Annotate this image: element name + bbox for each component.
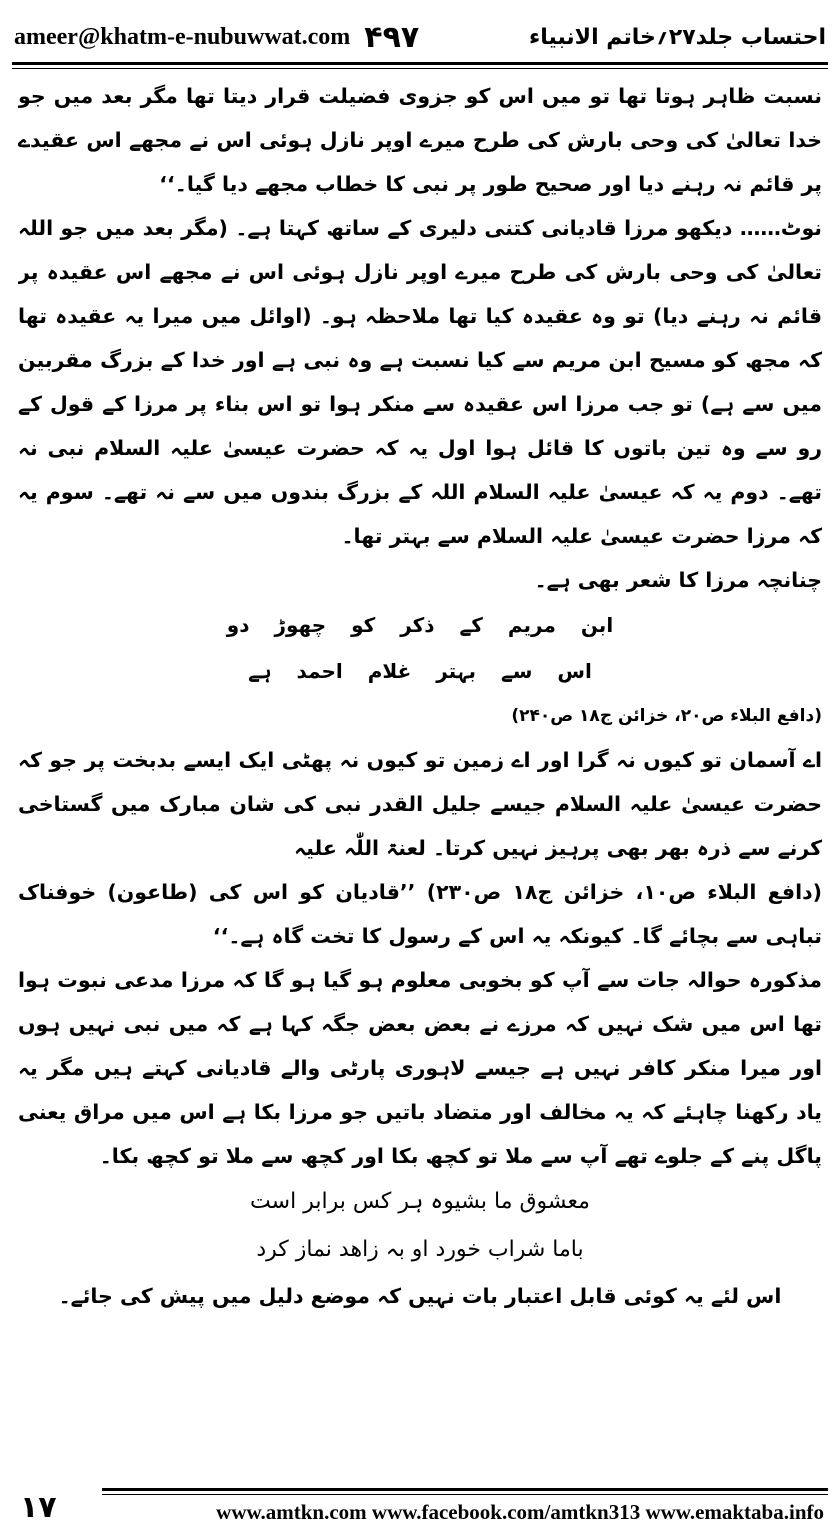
paragraph-6: مذکورہ حوالہ جات سے آپ کو بخوبی معلوم ہو گیا ہو گا کہ مرزا مدعی نبوت ہوا تھا اس میں شک نہیں کہ مرزے نے بعض بعض جگہ کہا ہے کہ میں نبی نہیں ہوں اور میرا منکر کافر نہیں ہے جیسے لاہوری پارٹی والے قادیانی کہتے ہیں مگر یہ یاد رکھنا چاہئے کہ یہ مخالف اور متضاد باتیں جو مرزا بکا ہے اس میں مراق یعنی پاگل پنے کے جلوے تھے آپ سے ملا تو کچھ بکا اور کچھ سے ملا تو کچھ بکا۔ <box>18 968 822 1168</box>
paragraph-7: اس لئے یہ کوئی قابل اعتبار بات نہیں کہ موضع دلیل میں پیش کی جائے۔ <box>58 1284 782 1308</box>
footer-links: www.amtkn.com www.facebook.com/amtkn313 www.emaktaba.info <box>216 1500 824 1524</box>
footer-rule <box>102 1488 828 1495</box>
footer-page-number: ۱۷ <box>20 1490 57 1525</box>
persian-verse-1: معشوق ما بشیوہ ہر کس برابر است <box>250 1189 590 1214</box>
reference-1: (دافع البلاء ص۲۰، خزائن ج۱۸ ص۲۴۰) <box>511 706 822 726</box>
paragraph-5: (دافع البلاء ص۱۰، خزائن ج۱۸ ص۲۳۰) ’’قادیان کو اس کی (طاعون) خوفناک تباہی سے بچائے گا۔ کیونکہ یہ اس کے رسول کا تخت گاہ ہے۔‘‘ <box>18 880 822 948</box>
page-body <box>18 74 822 1464</box>
paragraph-2: نوٹ…… دیکھو مرزا قادیانی کتنی دلیری کے ساتھ کہتا ہے۔ (مگر بعد میں جو اللہ تعالیٰ کی وحی بارش کی طرح میرے اوپر نازل ہوئی اس نے مجھے اس عقیدہ پر قائم نہ رہنے دیا) تو وہ عقیدہ کیا تھا ملاحظہ ہو۔ (اوائل میں میرا یہ عقیدہ تھا کہ مجھ کو مسیح ابن مریم سے کیا نسبت ہے وہ نبی ہے اور خدا کے بزرگ مقربین میں سے ہے) تو جب مرزا اس عقیدہ سے منکر ہوا تو اس بناء پر مرزا کے قول کے رو سے وہ تین باتوں کا قائل ہوا اول یہ کہ حضرت عیسیٰ علیہ السلام نبی نہ تھے۔ دوم یہ کہ عیسیٰ علیہ السلام اللہ کے بزرگ بندوں میں سے نہ تھے۔ سوم یہ کہ مرزا حضرت عیسیٰ علیہ السلام سے بہتر تھا۔ <box>18 216 822 548</box>
verse-line-2: اس سے بہتر غلام احمد ہے <box>248 659 592 683</box>
header-email: ameer@khatm-e-nubuwwat.com <box>14 23 351 50</box>
paragraph-1: نسبت ظاہر ہوتا تھا تو میں اس کو جزوی فضیلت قرار دیتا تھا مگر بعد میں جو خدا تعالیٰ کی وحی بارش کی طرح میرے اوپر نازل ہوئی اس نے مجھے اس عقیدے پر قائم نہ رہنے دیا اور صحیح طور پر نبی کا خطاب مجھے دیا گیا۔‘‘ <box>18 84 822 196</box>
persian-verse-2: باما شراب خورد او بہ زاهد نماز کرد <box>256 1237 584 1262</box>
verse-line-1: ابن مریم کے ذکر کو چھوڑ دو <box>226 613 614 637</box>
header-rule <box>12 62 828 69</box>
paragraph-3: چنانچہ مرزا کا شعر بھی ہے۔ <box>534 568 822 592</box>
page-footer <box>12 1488 828 1530</box>
paragraph-4: اے آسمان تو کیوں نہ گرا اور اے زمین تو کیوں نہ پھٹی ایک ایسے بدبخت پر جو کہ حضرت عیسیٰ علیہ السلام جیسے جلیل القدر نبی کی شان مبارک میں گستاخی کرنے سے ذرہ بھر بھی پرہیز نہیں کرتا۔ لعنۃ اللّٰہ علیہ <box>18 748 822 860</box>
book-title: احتساب جلد۲۷؍خاتم الانبیاء <box>528 24 826 50</box>
header-left <box>14 20 419 55</box>
header-page-number: ۴۹۷ <box>364 19 420 55</box>
page-header <box>14 14 826 60</box>
